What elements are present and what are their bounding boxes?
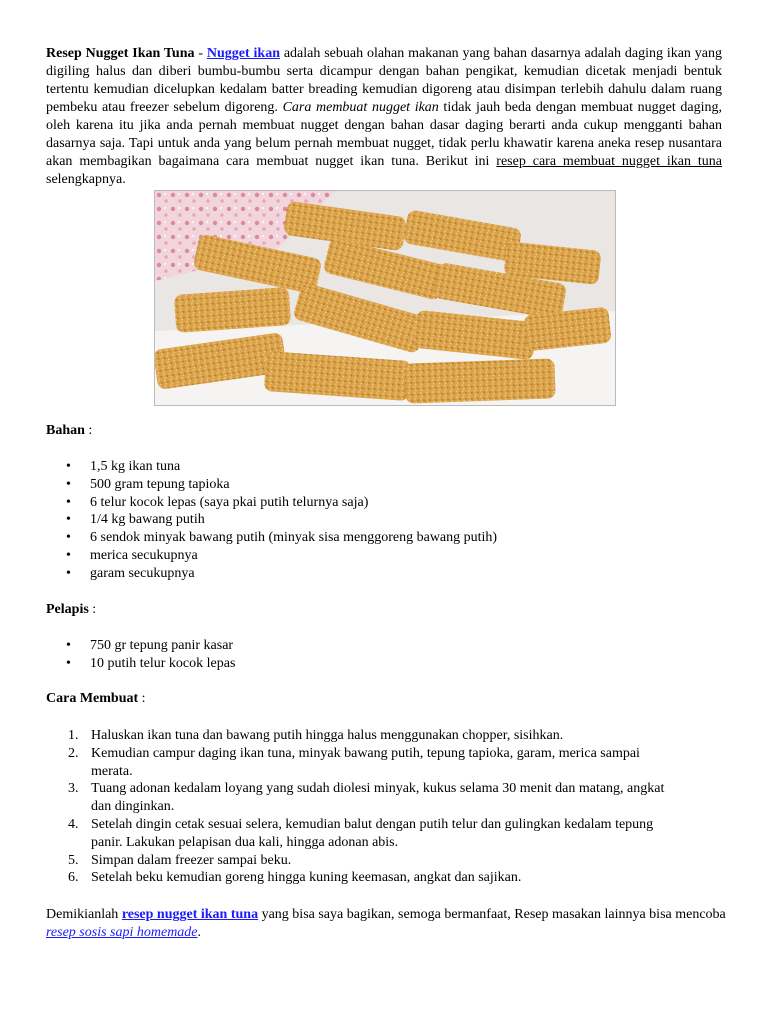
step-text: Setelah dingin cetak sesuai selera, kemudian balut dengan putih telur dan gulingkan kedalam tepung bbox=[91, 816, 654, 832]
step-text: Simpan dalam freezer sampai beku. bbox=[91, 852, 292, 868]
list-item: • 500 gram tepung tapioka bbox=[46, 476, 497, 494]
pelapis-heading-label: Pelapis bbox=[46, 602, 89, 617]
cara-steps-list bbox=[46, 727, 722, 887]
outro-text-2: yang bisa saya bagikan, semoga bermanfaat, Resep masakan lainnya bisa mencoba bbox=[258, 907, 726, 922]
step-text-cont: panir. Lakukan pelapisan dua kali, hingga adonan abis. bbox=[91, 834, 399, 850]
step-text: Tuang adonan kedalam loyang yang sudah diolesi minyak, kukus selama 30 menit dan matang, angkat bbox=[91, 781, 665, 797]
intro-text-1: adalah sebuah olahan makanan yang bahan dasarnya adalah daging ikan yang digiling halus dan diberi bumbu-bumbu serta dicampur dengan bahan pengikat, kemudian dicetak menjadi bentuk tertentu kemudian dicelupkan kedalam batter breading kemudian digoreng atau disimpan terlebih dahulu dalam ruang pembeku atau freezer sebelum digoreng. bbox=[46, 46, 722, 115]
step-item bbox=[46, 869, 722, 887]
fried-nugget-photo-icon bbox=[155, 191, 615, 405]
intro-section bbox=[46, 45, 722, 189]
step-text: Setelah beku kemudian goreng hingga kuning keemasan, angkat dan sajikan. bbox=[91, 870, 522, 886]
step-number: 3. bbox=[68, 781, 79, 797]
intro-text-3: selengkapnya. bbox=[46, 172, 126, 187]
pelapis-heading-colon: : bbox=[88, 602, 97, 617]
step-item bbox=[46, 852, 722, 870]
list-item: • merica secukupnya bbox=[46, 547, 497, 565]
cara-heading bbox=[46, 690, 146, 708]
step-number: 5. bbox=[68, 852, 79, 868]
list-item: • 750 gr tepung panir kasar bbox=[46, 637, 235, 655]
list-item: • 6 sendok minyak bawang putih (minyak sisa menggoreng bawang putih) bbox=[46, 529, 497, 547]
intro-italic-text: Cara membuat nugget ikan bbox=[282, 100, 439, 115]
pelapis-heading bbox=[46, 601, 96, 619]
pelapis-list bbox=[46, 637, 235, 673]
step-text: Haluskan ikan tuna dan bawang putih hingga halus menggunakan chopper, sisihkan. bbox=[91, 728, 564, 743]
bahan-heading bbox=[46, 422, 92, 440]
resep-nugget-link[interactable]: resep nugget ikan tuna bbox=[121, 907, 259, 922]
nugget-ikan-link[interactable]: Nugget ikan bbox=[206, 46, 280, 61]
step-item bbox=[46, 727, 722, 745]
outro-paragraph bbox=[46, 906, 726, 942]
bahan-heading-colon: : bbox=[84, 423, 93, 438]
step-number: 4. bbox=[68, 816, 79, 832]
intro-paragraph bbox=[46, 45, 722, 189]
intro-text-2: tidak jauh beda dengan membuat nugget daging, oleh karena itu jika anda pernah membuat nugget dengan bahan dasar daging berarti anda cukup mengganti bahan dasarnya saja. Tapi untuk anda yang belum pernah membuat nugget, tidak perlu khawatir karena aneka resep nusantara akan membagikan bagaimana cara membuat nugget ikan tuna. Berikut ini bbox=[46, 100, 722, 169]
list-item: • 1/4 kg bawang putih bbox=[46, 511, 497, 529]
step-text: Kemudian campur daging ikan tuna, minyak bawang putih, tepung tapioka, garam, merica sampai bbox=[91, 745, 640, 761]
resep-cara-link[interactable]: resep cara membuat nugget ikan tuna bbox=[496, 154, 723, 169]
resep-sosis-link[interactable]: resep sosis sapi homemade bbox=[46, 925, 198, 940]
list-item: • 10 putih telur kocok lepas bbox=[46, 655, 235, 673]
outro-text-1: Demikianlah bbox=[46, 907, 122, 922]
list-item: • 1,5 kg ikan tuna bbox=[46, 458, 497, 476]
bahan-list bbox=[46, 458, 497, 583]
step-number: 2. bbox=[68, 745, 79, 761]
step-number: 1. bbox=[68, 728, 79, 743]
outro-text-3: . bbox=[197, 925, 202, 940]
step-item bbox=[46, 780, 722, 816]
step-item bbox=[46, 745, 722, 781]
cara-heading-colon: : bbox=[138, 691, 146, 706]
step-text-cont: dan dinginkan. bbox=[91, 799, 175, 815]
list-item: • 6 telur kocok lepas (saya pkai putih telurnya saja) bbox=[46, 494, 497, 512]
nugget-photo bbox=[154, 190, 616, 406]
step-text-cont: merata. bbox=[91, 763, 133, 779]
cara-heading-label: Cara Membuat bbox=[46, 691, 139, 706]
list-item: • garam secukupnya bbox=[46, 565, 497, 583]
title-separator: - bbox=[194, 46, 207, 61]
bahan-heading-label: Bahan bbox=[46, 423, 85, 438]
article-title: Resep Nugget Ikan Tuna bbox=[46, 46, 195, 61]
step-item bbox=[46, 816, 722, 852]
step-number: 6. bbox=[68, 870, 79, 886]
